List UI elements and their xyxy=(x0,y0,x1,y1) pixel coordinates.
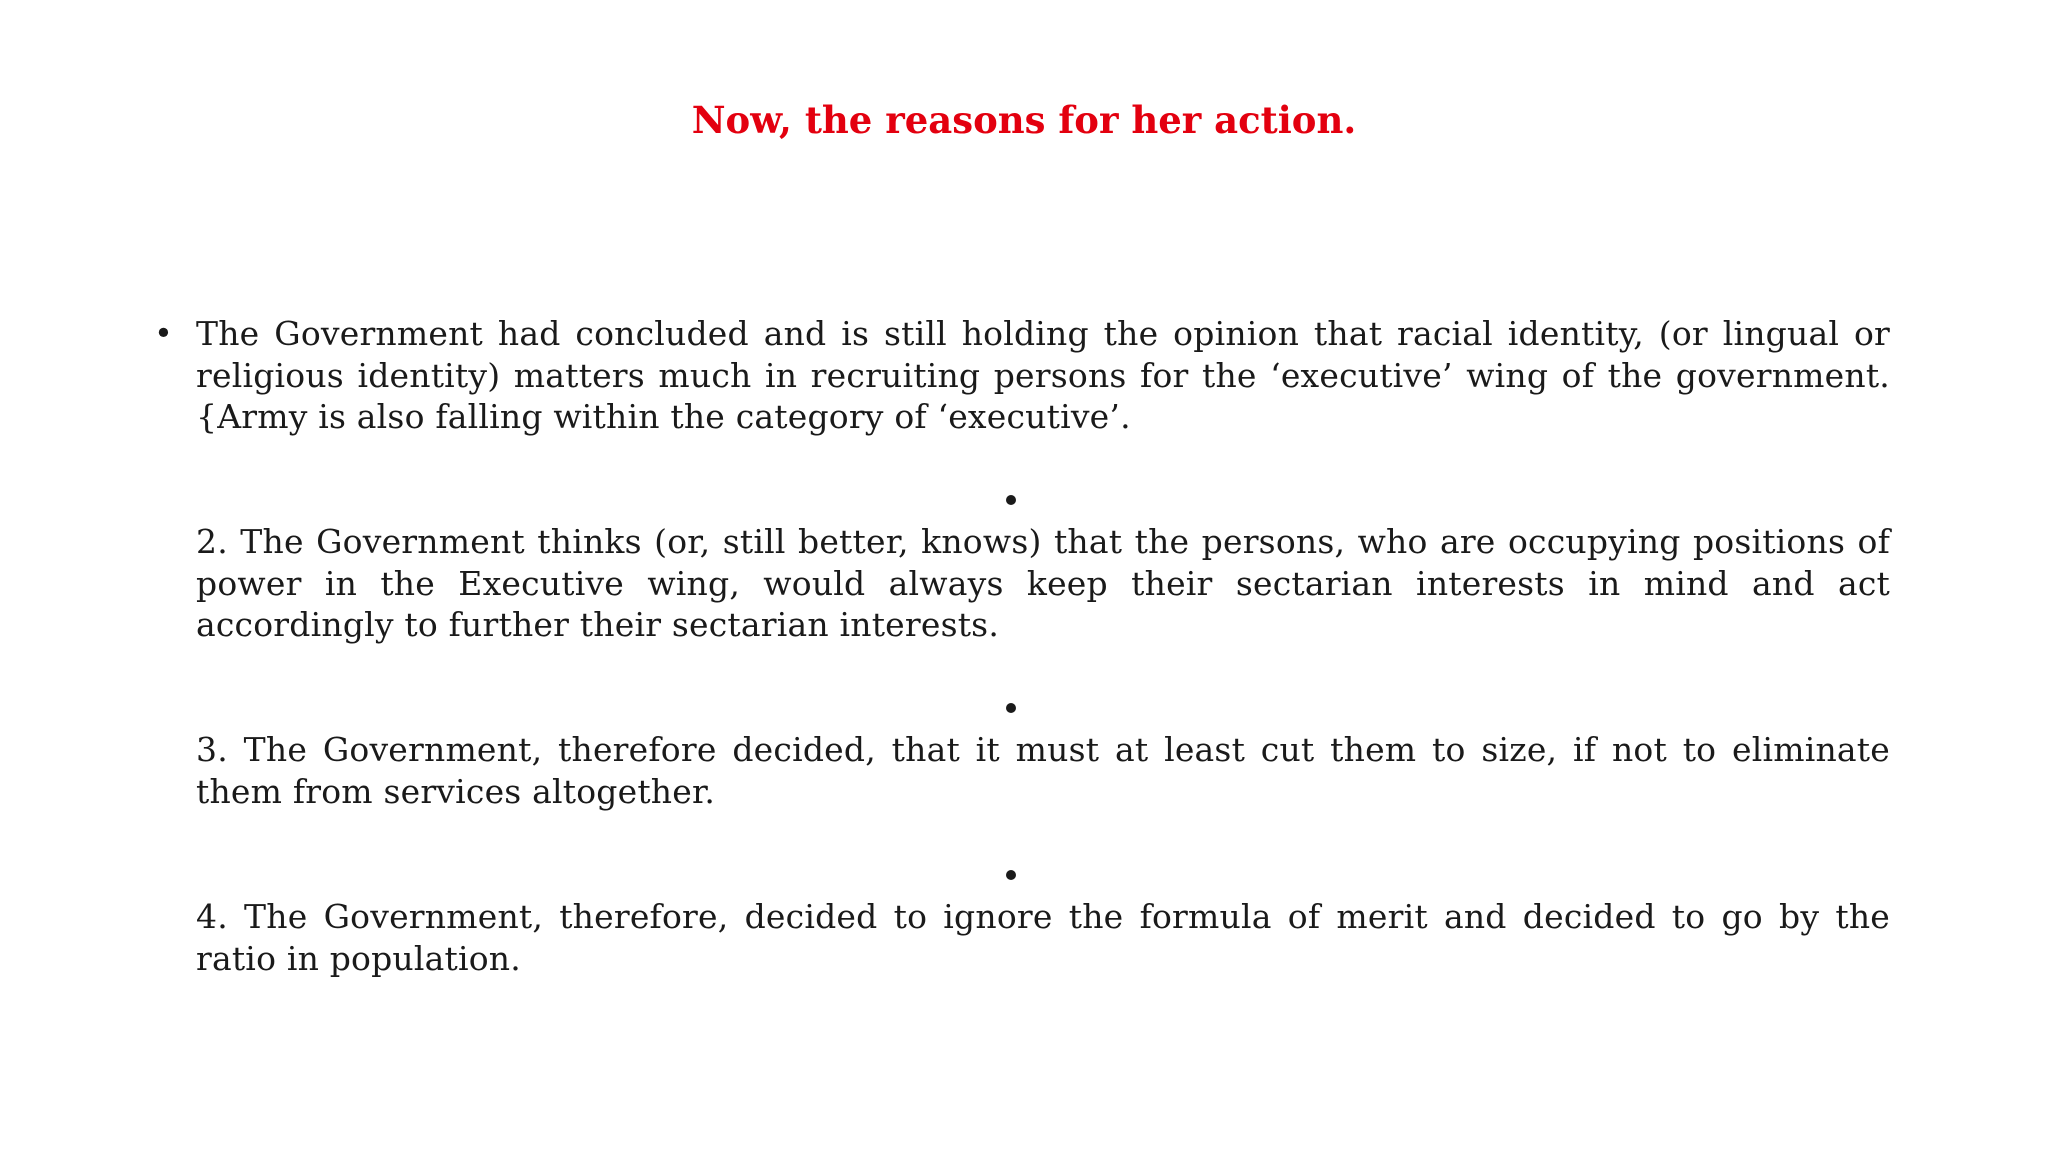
point-2-text: 2. The Government thinks (or, still better, knows) that the persons, who are occupying positions of power in the Executive wing, would always keep their sectarian interests in mind and act accordingly to further their sectarian interests. xyxy=(196,522,1890,644)
slide-title: Now, the reasons for her action. xyxy=(691,98,1357,142)
point-3-text: 3. The Government, therefore decided, that it must at least cut them to size, if not to eliminate them from services altogether. xyxy=(196,730,1890,811)
point-1-text: The Government had concluded and is still holding the opinion that racial identity, (or lingual or religious identity) matters much in recruiting persons for the ‘executive’ wing of the government. {Army is also falling within the category of ‘executive’. xyxy=(196,314,1890,436)
separator-dot-1 xyxy=(1006,495,1016,505)
separator-dot-3 xyxy=(1006,870,1016,880)
separator-dot-2 xyxy=(1006,703,1016,713)
point-4-text: 4. The Government, therefore, decided to ignore the formula of merit and decided to go by the ratio in population. xyxy=(196,897,1890,978)
bullet-marker: • xyxy=(154,314,173,352)
